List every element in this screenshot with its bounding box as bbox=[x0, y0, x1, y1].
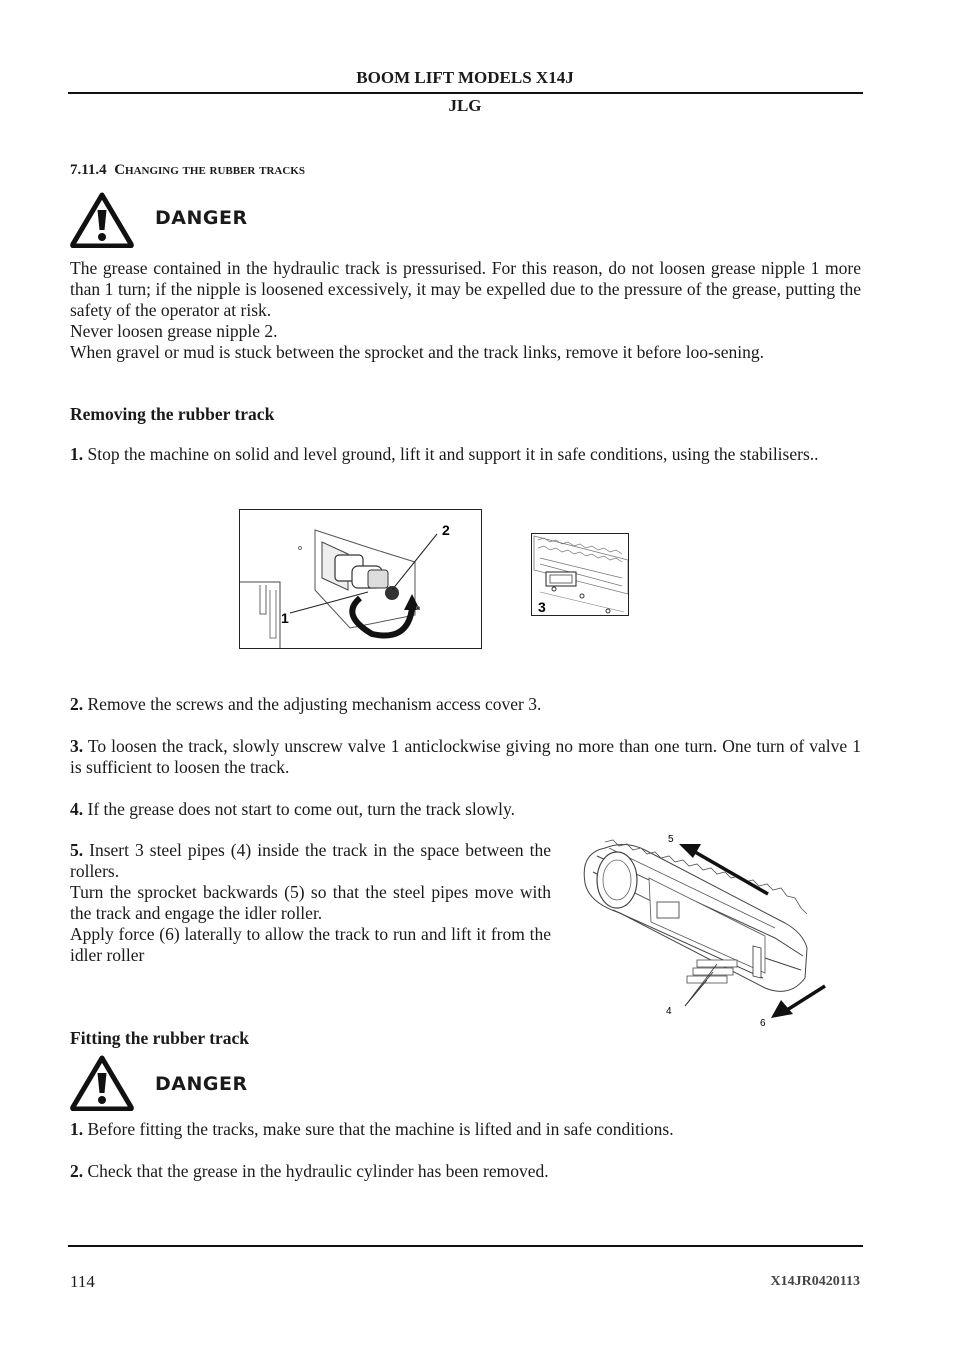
callout-label-6: 6 bbox=[760, 1018, 766, 1029]
danger-text-3: When gravel or mud is stuck between the sprocket and the track links, remove it before loo-sening. bbox=[70, 342, 764, 362]
document-code: X14JR0420113 bbox=[770, 1274, 860, 1289]
danger-label: DANGER bbox=[155, 207, 248, 229]
removing-heading: Removing the rubber track bbox=[70, 404, 275, 424]
callout-label-5: 5 bbox=[668, 834, 674, 845]
removing-step-2 bbox=[70, 694, 861, 715]
step-5-extra-1: Turn the sprocket backwards (5) so that the steel pipes move with the track and engage the idler roller. bbox=[70, 882, 551, 923]
step-number: 3. bbox=[70, 736, 84, 756]
danger-label-2: DANGER bbox=[155, 1073, 248, 1095]
warning-triangle-icon bbox=[70, 192, 134, 248]
fitting-heading: Fitting the rubber track bbox=[70, 1028, 250, 1048]
removing-step-5 bbox=[70, 840, 551, 966]
fitting-step-1 bbox=[70, 1119, 861, 1140]
step-text: Check that the grease in the hydraulic cylinder has been removed. bbox=[87, 1161, 549, 1181]
warning-triangle-icon bbox=[70, 1055, 134, 1111]
figure-grease-nipple bbox=[239, 509, 482, 649]
danger-text-1: The grease contained in the hydraulic track is pressurised. For this reason, do not loosen grease nipple 1 more than 1 turn; if the nipple is loosened excessively, it may be expelled due to the pressure of the grease, putting the safety of the operator at risk. bbox=[70, 258, 861, 320]
grease-nipple-illustration bbox=[240, 510, 481, 648]
step-number: 4. bbox=[70, 799, 84, 819]
step-number: 5. bbox=[70, 840, 84, 860]
step-text: Before fitting the tracks, make sure that the machine is lifted and in safe conditions. bbox=[87, 1119, 674, 1139]
access-cover-illustration bbox=[532, 534, 628, 615]
step-5-text bbox=[70, 840, 551, 882]
removing-step-1 bbox=[70, 444, 888, 465]
danger-paragraph bbox=[70, 258, 861, 363]
footer-rule bbox=[68, 1245, 863, 1247]
step-5-extra-2: Apply force (6) laterally to allow the track to run and lift it from the idler roller bbox=[70, 924, 551, 965]
step-text: Remove the screws and the adjusting mechanism access cover 3. bbox=[87, 694, 542, 714]
step-number: 2. bbox=[70, 694, 84, 714]
section-title bbox=[70, 162, 305, 179]
page-number: 114 bbox=[70, 1272, 95, 1291]
step-number: 2. bbox=[70, 1161, 84, 1181]
step-number: 1. bbox=[70, 444, 84, 464]
removing-step-3 bbox=[70, 736, 861, 778]
figure-access-cover bbox=[531, 533, 629, 616]
callout-label-4: 4 bbox=[666, 1006, 672, 1017]
step-text: If the grease does not start to come out, turn the track slowly. bbox=[87, 799, 515, 819]
figure-rubber-track bbox=[575, 828, 845, 1033]
header-subtitle: JLG bbox=[448, 96, 482, 115]
step-number: 1. bbox=[70, 1119, 84, 1139]
header-title: BOOM LIFT MODELS X14J bbox=[356, 68, 574, 87]
header-rule bbox=[68, 92, 863, 94]
callout-label-1: 1 bbox=[281, 610, 289, 626]
danger-text-2: Never loosen grease nipple 2. bbox=[70, 321, 278, 341]
step-text: Stop the machine on solid and level ground, lift it and support it in safe conditions, using the stabilisers.. bbox=[87, 444, 819, 464]
fitting-step-2 bbox=[70, 1161, 861, 1182]
step-text: To loosen the track, slowly unscrew valve 1 anticlockwise giving no more than one turn. One turn of valve 1 is sufficient to loosen the track. bbox=[70, 736, 861, 777]
removing-step-4 bbox=[70, 799, 861, 820]
step-text: Insert 3 steel pipes (4) inside the track in the space between the rollers. bbox=[70, 840, 551, 881]
section-name: Changing the rubber tracks bbox=[114, 162, 305, 178]
callout-label-3: 3 bbox=[538, 599, 546, 615]
section-number: 7.11.4 bbox=[70, 162, 107, 178]
callout-label-2: 2 bbox=[442, 522, 450, 538]
